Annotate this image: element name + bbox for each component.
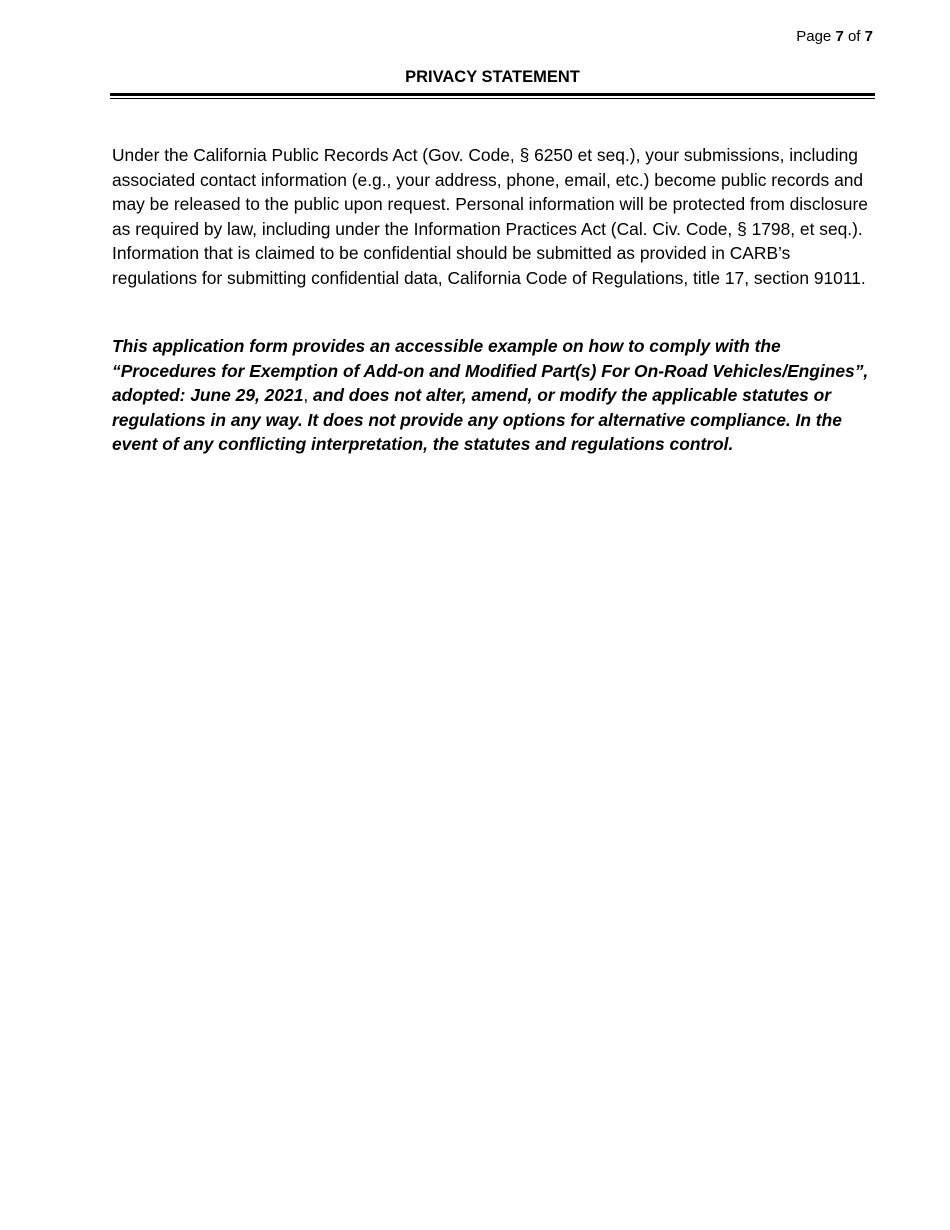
page-prefix: Page — [796, 28, 832, 45]
compliance-notice — [112, 334, 875, 457]
page-current: 7 — [835, 28, 844, 45]
page-title: PRIVACY STATEMENT — [405, 68, 580, 86]
title-rule-thin — [110, 98, 875, 99]
notice-comma: , — [303, 385, 309, 406]
notice-part-2: and does not alter, amend, or modify the applicable statutes or regulations in any way. It does not provide any options for alternative compliance. In the event of any conflicting interpretation, the statutes and regulations control. — [112, 385, 842, 455]
title-rule-thick — [110, 93, 875, 96]
page-number — [796, 27, 873, 47]
page-total: 7 — [864, 28, 873, 45]
notice-part-1: This application form provides an accessible example on how to comply with the “Procedures for Exemption of Add-on and Modified Part(s) For On-Road Vehicles/Engines”, adopted: June 29, 2021 — [112, 336, 869, 406]
page-of: of — [847, 28, 861, 45]
privacy-paragraph: Under the California Public Records Act (Gov. Code, § 6250 et seq.), your submissions, including associated contact information (e.g., your address, phone, email, etc.) become public records and may be released to the public upon request. Personal information will be protected from disclosure as required by law, including under the Information Practices Act (Cal. Civ. Code, § 1798, et seq.). Information that is claimed to be confidential should be submitted as provided in CARB’s regulations for submitting confidential data, California Code of Regulations, title 17, section 91011. — [112, 145, 868, 288]
